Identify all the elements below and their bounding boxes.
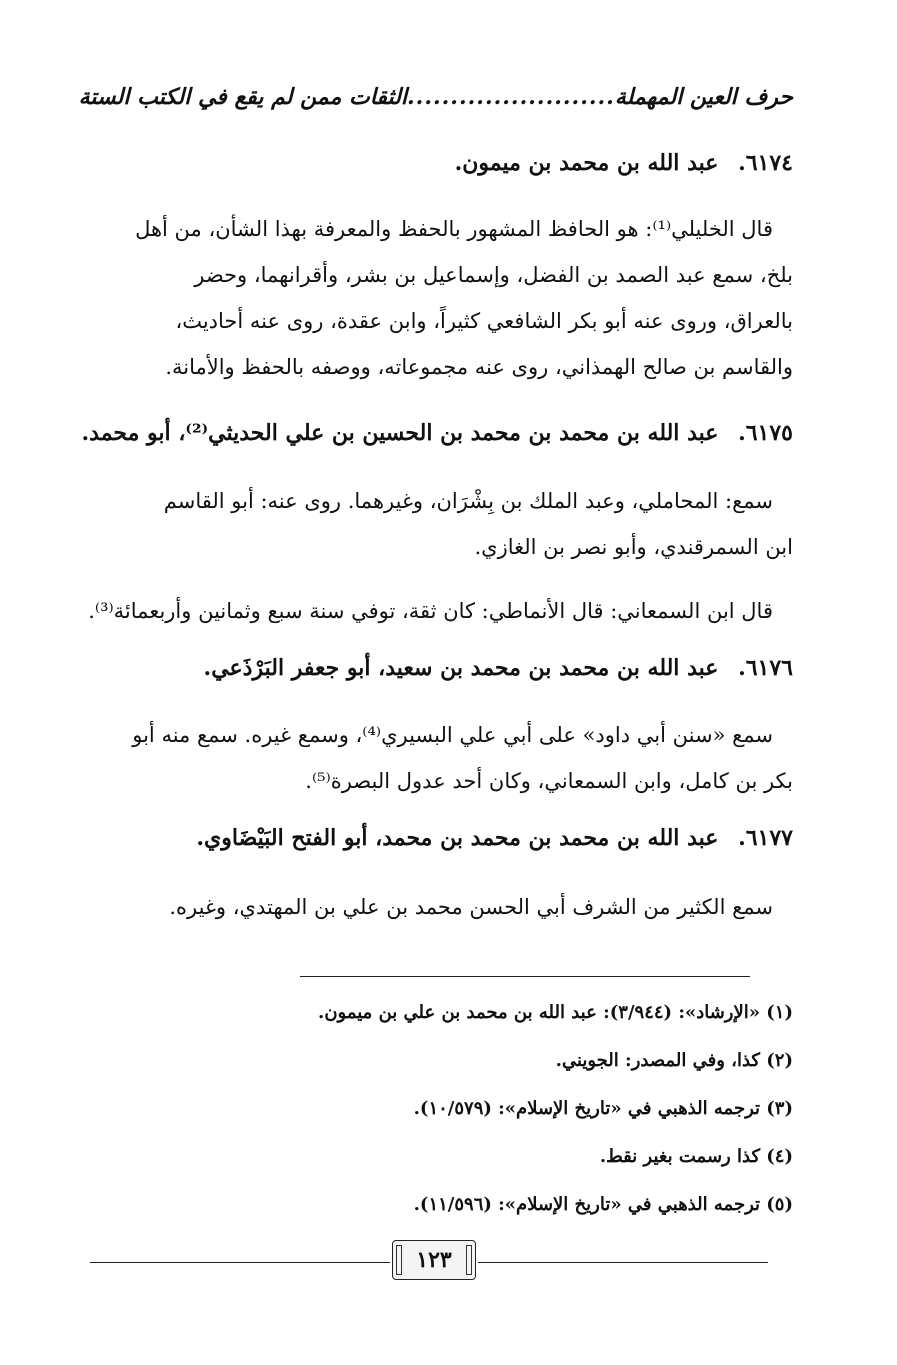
running-head-book-title: الثقات ممن لم يقع في الكتب الستة [78, 84, 408, 110]
entry-6177-paragraph [96, 884, 793, 930]
bottom-rule-right [478, 1262, 768, 1263]
text-line: سمع: المحاملي، وعبد الملك بن بِشْرَان، وغيرهما. روى عنه: أبو القاسم [163, 489, 773, 513]
footnote-3: (٣) ترجمه الذهبي في «تاريخ الإسلام»: (١٠/٥٧٩). [413, 1098, 793, 1119]
entry-number: ٦١٧٥. [738, 420, 793, 446]
footnotes [300, 998, 793, 1238]
text-line: سمع الكثير من الشرف أبي الحسن محمد بن علي بن المهتدي، وغيره. [169, 895, 773, 919]
entry-title-6175 [81, 420, 793, 446]
entry-number: ٦١٧٤. [738, 150, 793, 176]
running-head-section: حرف العين المهملة [614, 84, 793, 110]
running-head [78, 84, 793, 110]
entry-title-6174 [90, 150, 793, 176]
bottom-rule-left [90, 1262, 390, 1263]
page-number: ١٢٣ [392, 1240, 476, 1280]
text-line: والقاسم بن صالح الهمذاني، روى عنه مجموعاته، ووصفه بالحفظ والأمانة. [165, 355, 793, 379]
entry-name: عبد الله بن محمد بن محمد بن محمد، أبو الفتح البَيْضَاوي. [196, 825, 719, 851]
footnote-4: (٤) كذا رسمت بغير نقط. [599, 1146, 793, 1167]
footnote-1: (١) «الإرشاد»: (٣/٩٤٤): عبد الله بن محمد بن علي بن ميمون. [318, 1002, 793, 1023]
text-line: قال الخليلي⁽¹⁾: هو الحافظ المشهور بالحفظ والمعرفة بهذا الشأن، من أهل [135, 217, 773, 241]
running-head-dots: ........................ [407, 84, 615, 110]
entry-name: عبد الله بن محمد بن محمد بن الحسين بن علي الحديثي⁽²⁾، أبو محمد. [81, 420, 719, 446]
footnote-5: (٥) ترجمه الذهبي في «تاريخ الإسلام»: (١١/٥٩٦). [413, 1194, 793, 1215]
entry-6176-paragraph [96, 712, 793, 804]
entry-name: عبد الله بن محمد بن ميمون. [454, 150, 719, 176]
entry-name: عبد الله بن محمد بن محمد بن سعيد، أبو جعفر البَرْذَعي. [203, 655, 719, 681]
footnote-separator [300, 976, 750, 977]
footnote-2: (٢) كذا، وفي المصدر: الجويني. [555, 1050, 793, 1071]
entry-6175-paragraph-1 [96, 478, 793, 570]
text-line: ابن السمرقندي، وأبو نصر بن الغازي. [474, 535, 793, 559]
entry-title-6177 [90, 825, 793, 851]
entry-6175-paragraph-2 [88, 588, 793, 634]
text-line: بلخ، سمع عبد الصمد بن الفضل، وإسماعيل بن بشر، وأقرانهما، وحضر [194, 263, 793, 287]
text-line: سمع «سنن أبي داود» على أبي علي البسيري⁽⁴⁾، وسمع غيره. سمع منه أبو [132, 723, 773, 747]
entry-number: ٦١٧٧. [738, 825, 793, 851]
entry-title-6176 [90, 655, 793, 681]
text-line: بالعراق، وروى عنه أبو بكر الشافعي كثيراً، وابن عقدة، روى عنه أحاديث، [175, 309, 793, 333]
text-line: قال ابن السمعاني: قال الأنماطي: كان ثقة، توفي سنة سبع وثمانين وأربعمائة⁽³⁾. [88, 599, 773, 623]
text-line: بكر بن كامل، وابن السمعاني، وكان أحد عدول البصرة⁽⁵⁾. [305, 769, 793, 793]
entry-number: ٦١٧٦. [738, 655, 793, 681]
entry-6174-paragraph [96, 206, 793, 390]
